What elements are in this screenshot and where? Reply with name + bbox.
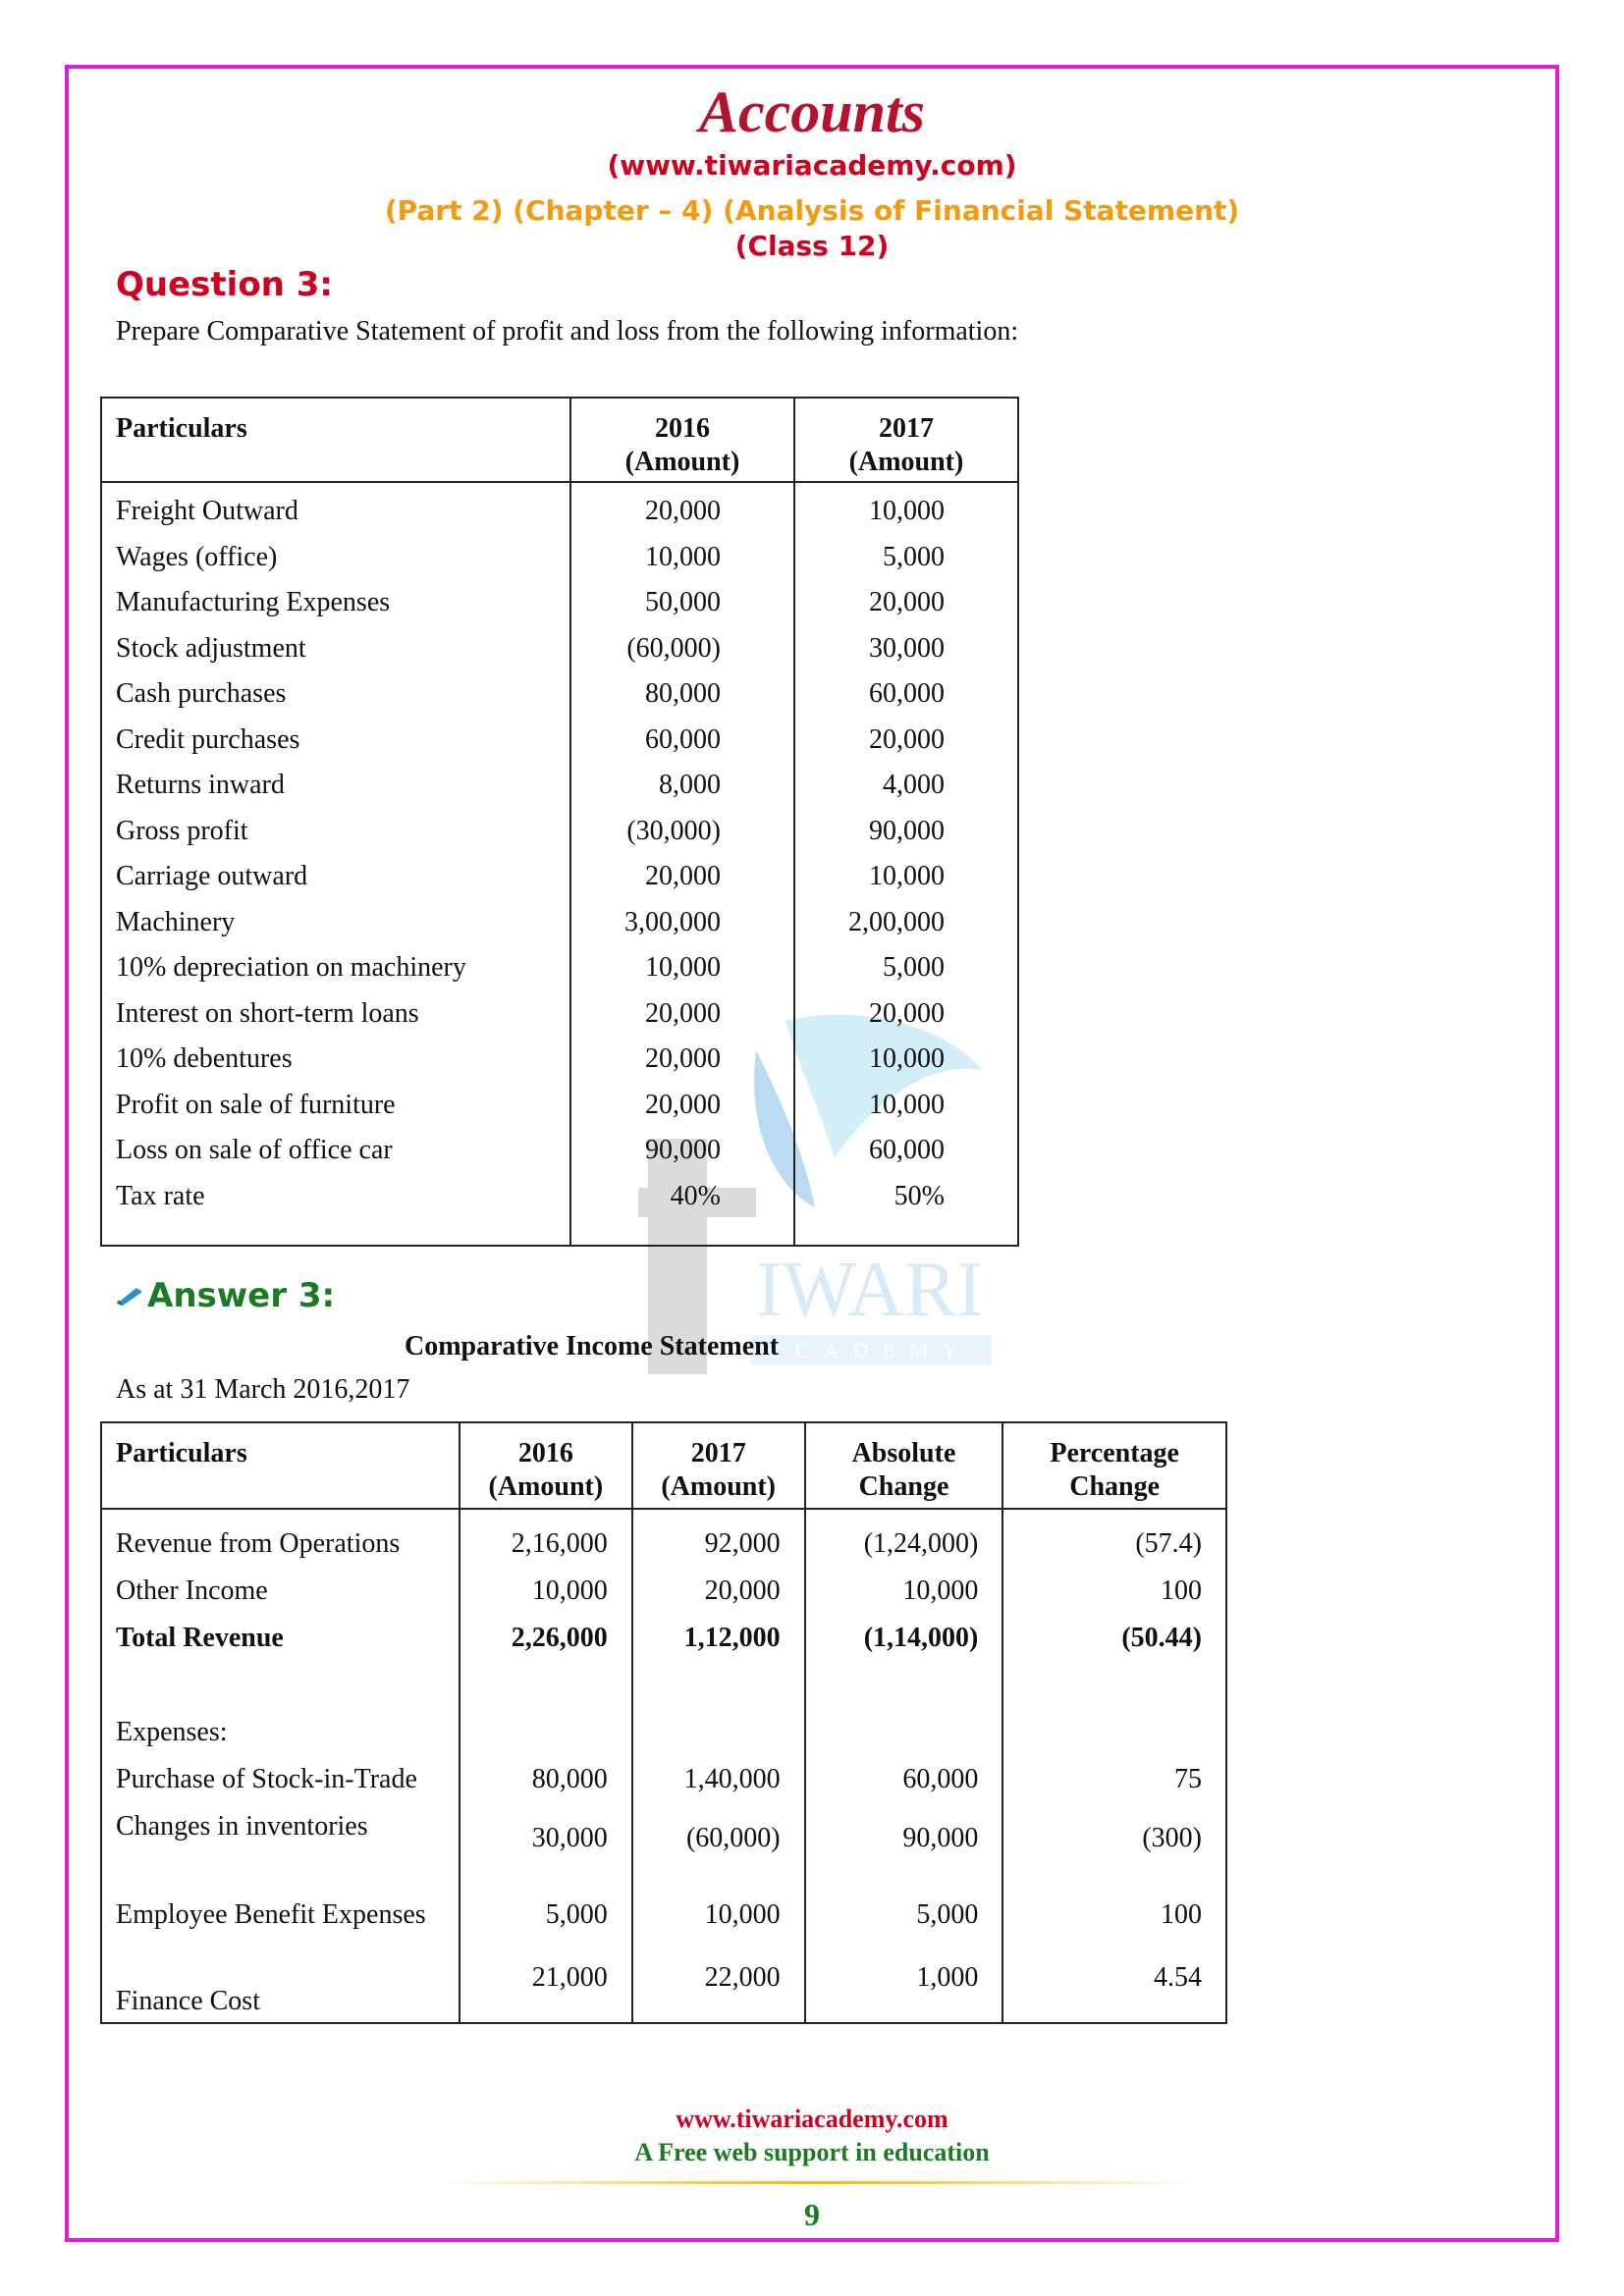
class-label: (Class 12) <box>734 230 890 262</box>
row-label: 10% depreciation on machinery <box>116 952 466 983</box>
table-row <box>101 671 1018 718</box>
value-2016: 20,000 <box>570 1037 794 1083</box>
value-2017: 20,000 <box>794 718 1018 764</box>
value-2016: 21,000 <box>460 1961 632 2023</box>
row-label: Finance Cost <box>116 1986 260 2016</box>
table-row <box>101 626 1018 672</box>
value-2017: 90,000 <box>794 809 1018 855</box>
table-row <box>101 535 1018 581</box>
footer-divider <box>436 2181 1198 2184</box>
row-label: Manufacturing Expenses <box>116 587 391 617</box>
value-2017: 1,12,000 <box>632 1622 805 1716</box>
value-2016: 90,000 <box>570 1128 794 1174</box>
row-label: Freight Outward <box>116 496 298 526</box>
value-2016: 40% <box>570 1174 794 1247</box>
table-row <box>101 945 1018 991</box>
table-row <box>101 1037 1018 1083</box>
table-row <box>101 991 1018 1038</box>
value-2016: 2,26,000 <box>460 1622 632 1716</box>
value-2016 <box>460 1716 632 1763</box>
table-header-row <box>101 398 1018 482</box>
value-2017: 60,000 <box>794 1128 1018 1174</box>
percentage-change: (57.4) <box>1002 1509 1226 1575</box>
watermark-text: IWARI <box>756 1247 984 1333</box>
table-row <box>101 1961 1226 2023</box>
table-row <box>101 482 1018 535</box>
value-2017: 60,000 <box>794 671 1018 718</box>
header-particulars: Particulars <box>101 398 570 482</box>
row-label: Expenses: <box>116 1717 228 1747</box>
percentage-change: (300) <box>1002 1810 1226 1898</box>
statement-title: Comparative Income Statement <box>405 1331 780 1362</box>
table-row <box>101 1622 1226 1716</box>
absolute-change: 90,000 <box>805 1810 1003 1898</box>
row-label: Employee Benefit Expenses <box>116 1899 426 1930</box>
table-header-row <box>101 1422 1226 1509</box>
absolute-change: 10,000 <box>805 1575 1003 1622</box>
row-label: Carriage outward <box>116 861 308 891</box>
value-2016: 80,000 <box>460 1763 632 1810</box>
value-2017: 4,000 <box>794 763 1018 809</box>
percentage-change: 4.54 <box>1002 1961 1226 2023</box>
value-2017: 10,000 <box>794 1083 1018 1129</box>
value-2017: 92,000 <box>632 1509 805 1575</box>
absolute-change: 60,000 <box>805 1763 1003 1810</box>
answer-heading: Answer 3: <box>147 1276 336 1315</box>
row-label: Wages (office) <box>116 541 278 572</box>
value-2017: 1,40,000 <box>632 1763 805 1810</box>
table-row <box>101 763 1018 809</box>
value-2016: 8,000 <box>570 763 794 809</box>
value-2016: 10,000 <box>460 1575 632 1622</box>
question-text: Prepare Comparative Statement of profit and loss from the following information: <box>116 316 1019 347</box>
value-2017: 5,000 <box>794 535 1018 581</box>
value-2016: 3,00,000 <box>570 900 794 946</box>
value-2017: 50% <box>794 1174 1018 1247</box>
row-label: Profit on sale of furniture <box>116 1089 396 1120</box>
absolute-change: 5,000 <box>805 1898 1003 1961</box>
value-2017: 20,000 <box>794 991 1018 1038</box>
page-title: Accounts <box>698 80 926 144</box>
absolute-change: (1,24,000) <box>805 1509 1003 1575</box>
value-2017 <box>632 1716 805 1763</box>
row-label: Machinery <box>116 906 236 937</box>
percentage-change <box>1002 1716 1226 1763</box>
value-2017: 5,000 <box>794 945 1018 991</box>
page-number: 9 <box>804 2197 820 2232</box>
table-row <box>101 1810 1226 1898</box>
row-label: Credit purchases <box>116 723 300 755</box>
value-2016: (30,000) <box>570 809 794 855</box>
percentage-change: 100 <box>1002 1575 1226 1622</box>
absolute-change <box>805 1716 1003 1763</box>
value-2016: 60,000 <box>570 718 794 764</box>
value-2017: 2,00,000 <box>794 900 1018 946</box>
header-site-link[interactable]: (www.tiwariacademy.com) <box>607 149 1017 182</box>
row-label: Tax rate <box>116 1180 205 1211</box>
comparative-table-body <box>101 1509 1226 2023</box>
header-percentage-change: Percentage Change <box>1002 1422 1226 1509</box>
table-row <box>101 1174 1018 1247</box>
percentage-change: 100 <box>1002 1898 1226 1961</box>
absolute-change: 1,000 <box>805 1961 1003 2023</box>
table-row <box>101 1763 1226 1810</box>
footer-tagline: A Free web support in education <box>634 2138 990 2166</box>
question-data-table <box>100 397 1019 1247</box>
row-label: Changes in inventories <box>116 1811 368 1842</box>
value-2016: 10,000 <box>570 535 794 581</box>
header-2016: 2016 (Amount) <box>460 1422 632 1509</box>
header-2016: 2016 (Amount) <box>570 398 794 482</box>
pen-logo-icon <box>115 1286 144 1306</box>
value-2016: 30,000 <box>460 1810 632 1898</box>
percentage-change: (50.44) <box>1002 1622 1226 1716</box>
value-2017: 20,000 <box>794 580 1018 626</box>
value-2016: 20,000 <box>570 991 794 1038</box>
row-label: Cash purchases <box>116 678 287 709</box>
value-2017: 30,000 <box>794 626 1018 672</box>
value-2016: 5,000 <box>460 1898 632 1961</box>
value-2017: 10,000 <box>794 854 1018 900</box>
question-table-body <box>101 482 1018 1246</box>
table-row <box>101 1509 1226 1575</box>
table-row <box>101 809 1018 855</box>
table-row <box>101 1898 1226 1961</box>
header-absolute-change: Absolute Change <box>805 1422 1003 1509</box>
value-2017: 22,000 <box>632 1961 805 2023</box>
row-label: Other Income <box>116 1575 268 1606</box>
row-label: Returns inward <box>116 770 285 800</box>
chapter-subtitle: (Part 2) (Chapter – 4) (Analysis of Financial Statement) <box>384 194 1240 227</box>
table-row <box>101 580 1018 626</box>
percentage-change: 75 <box>1002 1763 1226 1810</box>
table-row <box>101 900 1018 946</box>
row-label: Interest on short-term loans <box>116 997 419 1029</box>
value-2016: 2,16,000 <box>460 1509 632 1575</box>
value-2017: 10,000 <box>632 1898 805 1961</box>
value-2017: 20,000 <box>632 1575 805 1622</box>
value-2016: 20,000 <box>570 854 794 900</box>
header-2017: 2017 (Amount) <box>794 398 1018 482</box>
table-row <box>101 1083 1018 1129</box>
header-particulars: Particulars <box>101 1422 460 1509</box>
comparative-income-table <box>100 1421 1227 2024</box>
watermark-subtext: ACADEMY <box>766 1338 972 1362</box>
table-row <box>101 1575 1226 1622</box>
value-2016: 10,000 <box>570 945 794 991</box>
value-2017: 10,000 <box>794 1037 1018 1083</box>
header-2017: 2017 (Amount) <box>632 1422 805 1509</box>
table-row <box>101 1716 1226 1763</box>
value-2016: 20,000 <box>570 482 794 535</box>
value-2016: (60,000) <box>570 626 794 672</box>
statement-date: As at 31 March 2016,2017 <box>116 1374 410 1405</box>
footer-site-link[interactable]: www.tiwariacademy.com <box>676 2105 948 2133</box>
row-label: Loss on sale of office car <box>116 1135 393 1165</box>
value-2017: 10,000 <box>794 482 1018 535</box>
row-label: Stock adjustment <box>116 632 306 664</box>
question-heading: Question 3: <box>116 265 333 304</box>
table-row <box>101 854 1018 900</box>
row-label: 10% debentures <box>116 1043 293 1074</box>
value-2017: (60,000) <box>632 1810 805 1898</box>
row-label: Revenue from Operations <box>116 1528 401 1559</box>
row-label: Purchase of Stock-in-Trade <box>116 1764 417 1794</box>
table-row <box>101 718 1018 764</box>
value-2016: 50,000 <box>570 580 794 626</box>
value-2016: 80,000 <box>570 671 794 718</box>
row-label: Total Revenue <box>116 1623 284 1653</box>
absolute-change: (1,14,000) <box>805 1622 1003 1716</box>
value-2016: 20,000 <box>570 1083 794 1129</box>
row-label: Gross profit <box>116 815 248 846</box>
table-row <box>101 1128 1018 1174</box>
